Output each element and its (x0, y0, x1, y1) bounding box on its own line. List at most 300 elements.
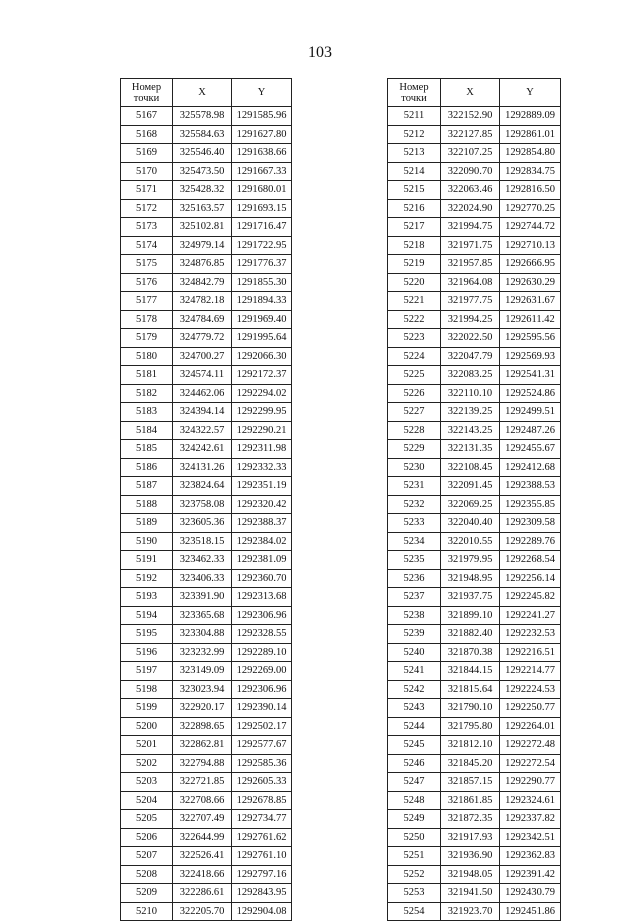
table-row (121, 606, 292, 625)
header-point-number (121, 79, 173, 107)
x-coordinate-cell: 323304.88 (173, 625, 232, 644)
y-coordinate-cell: 1292289.10 (232, 643, 292, 662)
table-row (121, 847, 292, 866)
point-number-cell: 5175 (121, 255, 173, 274)
point-number-cell: 5213 (388, 144, 441, 163)
point-number-cell: 5218 (388, 236, 441, 255)
x-coordinate-cell: 323406.33 (173, 569, 232, 588)
y-coordinate-cell: 1292388.53 (500, 477, 561, 496)
y-coordinate-cell: 1291638.66 (232, 144, 292, 163)
y-coordinate-cell: 1292388.37 (232, 514, 292, 533)
point-number-cell: 5179 (121, 329, 173, 348)
point-number-cell: 5236 (388, 569, 441, 588)
y-coordinate-cell: 1292585.36 (232, 754, 292, 773)
y-coordinate-cell: 1292290.21 (232, 421, 292, 440)
table-row (121, 643, 292, 662)
point-number-cell: 5195 (121, 625, 173, 644)
x-coordinate-cell: 322794.88 (173, 754, 232, 773)
point-number-cell: 5250 (388, 828, 441, 847)
table-row (121, 625, 292, 644)
point-number-cell: 5240 (388, 643, 441, 662)
x-coordinate-cell: 323149.09 (173, 662, 232, 681)
y-coordinate-cell: 1291585.96 (232, 107, 292, 126)
y-coordinate-cell: 1292797.16 (232, 865, 292, 884)
x-coordinate-cell: 322040.40 (441, 514, 500, 533)
x-coordinate-cell: 321857.15 (441, 773, 500, 792)
x-coordinate-cell: 324462.06 (173, 384, 232, 403)
table-row (388, 643, 561, 662)
y-coordinate-cell: 1292311.98 (232, 440, 292, 459)
table-row (388, 162, 561, 181)
y-coordinate-cell: 1292241.27 (500, 606, 561, 625)
table-row (121, 828, 292, 847)
y-coordinate-cell: 1292324.61 (500, 791, 561, 810)
table-row (121, 310, 292, 329)
page-number: 103 (308, 44, 332, 61)
header-x: X (441, 79, 500, 107)
point-number-cell: 5192 (121, 569, 173, 588)
point-number-cell: 5252 (388, 865, 441, 884)
table-row (388, 847, 561, 866)
table-row (388, 773, 561, 792)
table-row (388, 551, 561, 570)
header-y: Y (500, 79, 561, 107)
y-coordinate-cell: 1292834.75 (500, 162, 561, 181)
x-coordinate-cell: 321994.25 (441, 310, 500, 329)
x-coordinate-cell: 324779.72 (173, 329, 232, 348)
x-coordinate-cell: 321899.10 (441, 606, 500, 625)
x-coordinate-cell: 322418.66 (173, 865, 232, 884)
y-coordinate-cell: 1292272.54 (500, 754, 561, 773)
x-coordinate-cell: 322131.35 (441, 440, 500, 459)
y-coordinate-cell: 1292541.31 (500, 366, 561, 385)
point-number-cell: 5211 (388, 107, 441, 126)
x-coordinate-cell: 324131.26 (173, 458, 232, 477)
header-point-line1: Номер (399, 81, 429, 93)
y-coordinate-cell: 1291894.33 (232, 292, 292, 311)
x-coordinate-cell: 324242.61 (173, 440, 232, 459)
x-coordinate-cell: 323232.99 (173, 643, 232, 662)
y-coordinate-cell: 1292502.17 (232, 717, 292, 736)
y-coordinate-cell: 1292710.13 (500, 236, 561, 255)
table-row (121, 236, 292, 255)
y-coordinate-cell: 1292332.33 (232, 458, 292, 477)
x-coordinate-cell: 321812.10 (441, 736, 500, 755)
point-number-cell: 5214 (388, 162, 441, 181)
table-row (388, 754, 561, 773)
point-number-cell: 5206 (121, 828, 173, 847)
x-coordinate-cell: 321870.38 (441, 643, 500, 662)
header-point-line1: Номер (131, 81, 162, 93)
table-row (121, 773, 292, 792)
table-header-row (388, 79, 561, 107)
table-row (388, 440, 561, 459)
table-row (388, 310, 561, 329)
y-coordinate-cell: 1291627.80 (232, 125, 292, 144)
x-coordinate-cell: 322707.49 (173, 810, 232, 829)
point-number-cell: 5228 (388, 421, 441, 440)
table-row (121, 421, 292, 440)
point-number-cell: 5174 (121, 236, 173, 255)
x-coordinate-cell: 322920.17 (173, 699, 232, 718)
point-number-cell: 5238 (388, 606, 441, 625)
table-row (388, 884, 561, 903)
y-coordinate-cell: 1292630.29 (500, 273, 561, 292)
x-coordinate-cell: 322110.10 (441, 384, 500, 403)
table-row (121, 569, 292, 588)
coordinates-table-left (120, 78, 292, 921)
y-coordinate-cell: 1292744.72 (500, 218, 561, 237)
x-coordinate-cell: 325546.40 (173, 144, 232, 163)
point-number-cell: 5187 (121, 477, 173, 496)
x-coordinate-cell: 321977.75 (441, 292, 500, 311)
point-number-cell: 5219 (388, 255, 441, 274)
table-row (388, 495, 561, 514)
table-row (388, 736, 561, 755)
y-coordinate-cell: 1292666.95 (500, 255, 561, 274)
x-coordinate-cell: 322090.70 (441, 162, 500, 181)
header-point-line2: точки (133, 92, 160, 104)
x-coordinate-cell: 321994.75 (441, 218, 500, 237)
x-coordinate-cell: 322024.90 (441, 199, 500, 218)
x-coordinate-cell: 322286.61 (173, 884, 232, 903)
x-coordinate-cell: 322047.79 (441, 347, 500, 366)
x-coordinate-cell: 322107.25 (441, 144, 500, 163)
table-header-row (121, 79, 292, 107)
point-number-cell: 5251 (388, 847, 441, 866)
y-coordinate-cell: 1291716.47 (232, 218, 292, 237)
y-coordinate-cell: 1292595.56 (500, 329, 561, 348)
table-row (121, 680, 292, 699)
x-coordinate-cell: 322721.85 (173, 773, 232, 792)
y-coordinate-cell: 1292313.68 (232, 588, 292, 607)
y-coordinate-cell: 1292577.67 (232, 736, 292, 755)
x-coordinate-cell: 321845.20 (441, 754, 500, 773)
table-row (121, 440, 292, 459)
y-coordinate-cell: 1292360.70 (232, 569, 292, 588)
table-row (388, 662, 561, 681)
point-number-cell: 5237 (388, 588, 441, 607)
table-row (388, 699, 561, 718)
x-coordinate-cell: 324574.11 (173, 366, 232, 385)
y-coordinate-cell: 1292268.54 (500, 551, 561, 570)
point-number-cell: 5176 (121, 273, 173, 292)
y-coordinate-cell: 1292289.76 (500, 532, 561, 551)
header-y: Y (232, 79, 292, 107)
x-coordinate-cell: 323023.94 (173, 680, 232, 699)
y-coordinate-cell: 1292816.50 (500, 181, 561, 200)
x-coordinate-cell: 323758.08 (173, 495, 232, 514)
point-number-cell: 5203 (121, 773, 173, 792)
y-coordinate-cell: 1292487.26 (500, 421, 561, 440)
table-row (388, 532, 561, 551)
coordinates-table-right (387, 78, 561, 921)
x-coordinate-cell: 321971.75 (441, 236, 500, 255)
point-number-cell: 5239 (388, 625, 441, 644)
point-number-cell: 5227 (388, 403, 441, 422)
point-number-cell: 5193 (121, 588, 173, 607)
y-coordinate-cell: 1291680.01 (232, 181, 292, 200)
x-coordinate-cell: 322205.70 (173, 902, 232, 921)
table-row (121, 736, 292, 755)
y-coordinate-cell: 1291855.30 (232, 273, 292, 292)
table-row (388, 366, 561, 385)
table-row (388, 347, 561, 366)
y-coordinate-cell: 1292250.77 (500, 699, 561, 718)
y-coordinate-cell: 1291693.15 (232, 199, 292, 218)
y-coordinate-cell: 1292734.77 (232, 810, 292, 829)
y-coordinate-cell: 1292384.02 (232, 532, 292, 551)
table-row (121, 458, 292, 477)
point-number-cell: 5210 (121, 902, 173, 921)
table-row (388, 125, 561, 144)
y-coordinate-cell: 1292355.85 (500, 495, 561, 514)
point-number-cell: 5170 (121, 162, 173, 181)
table-row (388, 569, 561, 588)
point-number-cell: 5177 (121, 292, 173, 311)
x-coordinate-cell: 321861.85 (441, 791, 500, 810)
y-coordinate-cell: 1292306.96 (232, 680, 292, 699)
table-row (388, 477, 561, 496)
y-coordinate-cell: 1292904.08 (232, 902, 292, 921)
header-x: X (173, 79, 232, 107)
point-number-cell: 5197 (121, 662, 173, 681)
x-coordinate-cell: 322644.99 (173, 828, 232, 847)
x-coordinate-cell: 324700.27 (173, 347, 232, 366)
point-number-cell: 5244 (388, 717, 441, 736)
x-coordinate-cell: 321882.40 (441, 625, 500, 644)
point-number-cell: 5225 (388, 366, 441, 385)
table-row (121, 292, 292, 311)
x-coordinate-cell: 325163.57 (173, 199, 232, 218)
table-row (388, 144, 561, 163)
y-coordinate-cell: 1292216.51 (500, 643, 561, 662)
point-number-cell: 5172 (121, 199, 173, 218)
table-row (388, 199, 561, 218)
point-number-cell: 5220 (388, 273, 441, 292)
x-coordinate-cell: 321790.10 (441, 699, 500, 718)
x-coordinate-cell: 324784.69 (173, 310, 232, 329)
table-row (121, 107, 292, 126)
x-coordinate-cell: 325428.32 (173, 181, 232, 200)
x-coordinate-cell: 322152.90 (441, 107, 500, 126)
point-number-cell: 5182 (121, 384, 173, 403)
y-coordinate-cell: 1292569.93 (500, 347, 561, 366)
x-coordinate-cell: 323391.90 (173, 588, 232, 607)
x-coordinate-cell: 321872.35 (441, 810, 500, 829)
point-number-cell: 5204 (121, 791, 173, 810)
table-row (388, 514, 561, 533)
x-coordinate-cell: 321917.93 (441, 828, 500, 847)
table-row (121, 495, 292, 514)
x-coordinate-cell: 325578.98 (173, 107, 232, 126)
point-number-cell: 5248 (388, 791, 441, 810)
y-coordinate-cell: 1292256.14 (500, 569, 561, 588)
table-row (121, 403, 292, 422)
table-row (121, 144, 292, 163)
x-coordinate-cell: 324842.79 (173, 273, 232, 292)
table-row (388, 236, 561, 255)
point-number-cell: 5254 (388, 902, 441, 921)
x-coordinate-cell: 321815.64 (441, 680, 500, 699)
x-coordinate-cell: 322898.65 (173, 717, 232, 736)
x-coordinate-cell: 322139.25 (441, 403, 500, 422)
x-coordinate-cell: 323462.33 (173, 551, 232, 570)
x-coordinate-cell: 322091.45 (441, 477, 500, 496)
table-row (388, 384, 561, 403)
point-number-cell: 5183 (121, 403, 173, 422)
point-number-cell: 5217 (388, 218, 441, 237)
x-coordinate-cell: 321923.70 (441, 902, 500, 921)
x-coordinate-cell: 321948.05 (441, 865, 500, 884)
table-row (121, 125, 292, 144)
header-point-line2: точки (401, 92, 427, 104)
point-number-cell: 5229 (388, 440, 441, 459)
y-coordinate-cell: 1292269.00 (232, 662, 292, 681)
table-row (121, 902, 292, 921)
y-coordinate-cell: 1292761.62 (232, 828, 292, 847)
point-number-cell: 5245 (388, 736, 441, 755)
table-row (121, 255, 292, 274)
y-coordinate-cell: 1292524.86 (500, 384, 561, 403)
point-number-cell: 5208 (121, 865, 173, 884)
point-number-cell: 5189 (121, 514, 173, 533)
x-coordinate-cell: 324979.14 (173, 236, 232, 255)
x-coordinate-cell: 322108.45 (441, 458, 500, 477)
x-coordinate-cell: 321948.95 (441, 569, 500, 588)
y-coordinate-cell: 1292232.53 (500, 625, 561, 644)
table-row (388, 458, 561, 477)
table-row (388, 865, 561, 884)
y-coordinate-cell: 1292451.86 (500, 902, 561, 921)
table-row (121, 810, 292, 829)
header-point-number (388, 79, 441, 107)
point-number-cell: 5212 (388, 125, 441, 144)
table-row (121, 199, 292, 218)
point-number-cell: 5235 (388, 551, 441, 570)
point-number-cell: 5167 (121, 107, 173, 126)
point-number-cell: 5215 (388, 181, 441, 200)
y-coordinate-cell: 1292605.33 (232, 773, 292, 792)
x-coordinate-cell: 321941.50 (441, 884, 500, 903)
y-coordinate-cell: 1292843.95 (232, 884, 292, 903)
point-number-cell: 5171 (121, 181, 173, 200)
x-coordinate-cell: 325584.63 (173, 125, 232, 144)
point-number-cell: 5185 (121, 440, 173, 459)
y-coordinate-cell: 1291995.64 (232, 329, 292, 348)
point-number-cell: 5199 (121, 699, 173, 718)
x-coordinate-cell: 323605.36 (173, 514, 232, 533)
table-row (388, 680, 561, 699)
point-number-cell: 5194 (121, 606, 173, 625)
y-coordinate-cell: 1291969.40 (232, 310, 292, 329)
x-coordinate-cell: 322526.41 (173, 847, 232, 866)
y-coordinate-cell: 1292455.67 (500, 440, 561, 459)
table-row (388, 273, 561, 292)
y-coordinate-cell: 1292861.01 (500, 125, 561, 144)
x-coordinate-cell: 323518.15 (173, 532, 232, 551)
y-coordinate-cell: 1292761.10 (232, 847, 292, 866)
point-number-cell: 5180 (121, 347, 173, 366)
y-coordinate-cell: 1292631.67 (500, 292, 561, 311)
x-coordinate-cell: 324782.18 (173, 292, 232, 311)
point-number-cell: 5200 (121, 717, 173, 736)
point-number-cell: 5173 (121, 218, 173, 237)
table-row (388, 421, 561, 440)
point-number-cell: 5169 (121, 144, 173, 163)
y-coordinate-cell: 1292272.48 (500, 736, 561, 755)
point-number-cell: 5253 (388, 884, 441, 903)
x-coordinate-cell: 322022.50 (441, 329, 500, 348)
y-coordinate-cell: 1292299.95 (232, 403, 292, 422)
table-row (388, 717, 561, 736)
point-number-cell: 5191 (121, 551, 173, 570)
y-coordinate-cell: 1292290.77 (500, 773, 561, 792)
table-row (121, 865, 292, 884)
x-coordinate-cell: 322010.55 (441, 532, 500, 551)
y-coordinate-cell: 1292337.82 (500, 810, 561, 829)
x-coordinate-cell: 325473.50 (173, 162, 232, 181)
point-number-cell: 5181 (121, 366, 173, 385)
table-row (388, 588, 561, 607)
table-row (388, 828, 561, 847)
point-number-cell: 5242 (388, 680, 441, 699)
y-coordinate-cell: 1292328.55 (232, 625, 292, 644)
x-coordinate-cell: 322862.81 (173, 736, 232, 755)
point-number-cell: 5168 (121, 125, 173, 144)
table-row (121, 181, 292, 200)
table-row (388, 255, 561, 274)
table-row (121, 754, 292, 773)
x-coordinate-cell: 321979.95 (441, 551, 500, 570)
point-number-cell: 5230 (388, 458, 441, 477)
point-number-cell: 5224 (388, 347, 441, 366)
table-row (121, 791, 292, 810)
x-coordinate-cell: 322069.25 (441, 495, 500, 514)
table-row (121, 717, 292, 736)
table-row (388, 791, 561, 810)
table-row (121, 514, 292, 533)
table-row (121, 551, 292, 570)
table-row (388, 181, 561, 200)
x-coordinate-cell: 322143.25 (441, 421, 500, 440)
table-row (121, 477, 292, 496)
point-number-cell: 5223 (388, 329, 441, 348)
y-coordinate-cell: 1292294.02 (232, 384, 292, 403)
x-coordinate-cell: 324322.57 (173, 421, 232, 440)
x-coordinate-cell: 325102.81 (173, 218, 232, 237)
y-coordinate-cell: 1292430.79 (500, 884, 561, 903)
point-number-cell: 5243 (388, 699, 441, 718)
y-coordinate-cell: 1291776.37 (232, 255, 292, 274)
table-row (121, 699, 292, 718)
y-coordinate-cell: 1291722.95 (232, 236, 292, 255)
y-coordinate-cell: 1292854.80 (500, 144, 561, 163)
x-coordinate-cell: 322708.66 (173, 791, 232, 810)
point-number-cell: 5233 (388, 514, 441, 533)
point-number-cell: 5221 (388, 292, 441, 311)
x-coordinate-cell: 321795.80 (441, 717, 500, 736)
x-coordinate-cell: 321844.15 (441, 662, 500, 681)
y-coordinate-cell: 1292320.42 (232, 495, 292, 514)
y-coordinate-cell: 1292172.37 (232, 366, 292, 385)
x-coordinate-cell: 323824.64 (173, 477, 232, 496)
point-number-cell: 5249 (388, 810, 441, 829)
table-row (121, 218, 292, 237)
point-number-cell: 5196 (121, 643, 173, 662)
point-number-cell: 5241 (388, 662, 441, 681)
y-coordinate-cell: 1292309.58 (500, 514, 561, 533)
